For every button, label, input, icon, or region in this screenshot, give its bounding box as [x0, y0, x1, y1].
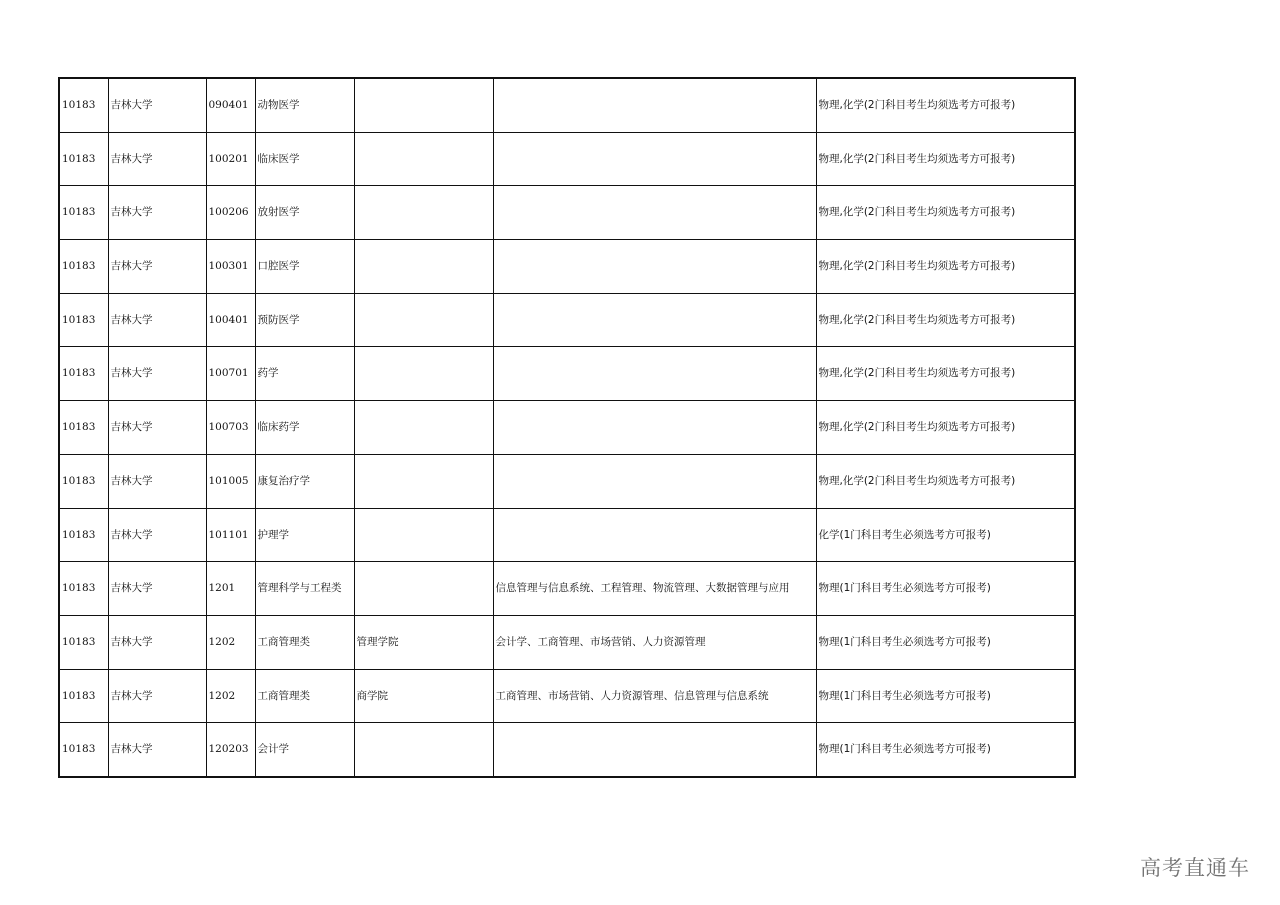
- college-cell: 商学院: [354, 669, 493, 723]
- subject-requirement-cell: 物理(1门科目考生必须选考方可报考): [816, 669, 1075, 723]
- major-code-cell: 100206: [206, 186, 255, 240]
- included-majors-cell: [493, 401, 816, 455]
- school-name-cell: 吉林大学: [108, 401, 206, 455]
- college-cell: [354, 240, 493, 294]
- subject-requirement-cell: 物理,化学(2门科目考生均须选考方可报考): [816, 240, 1075, 294]
- subject-requirement-cell: 物理,化学(2门科目考生均须选考方可报考): [816, 347, 1075, 401]
- table-row: [59, 186, 1075, 240]
- table-row: [59, 723, 1075, 777]
- school-code-cell: 10183: [59, 669, 108, 723]
- included-majors-cell: [493, 454, 816, 508]
- major-code-cell: 100703: [206, 401, 255, 455]
- subject-requirements-table: [58, 77, 1076, 778]
- major-name-cell: 护理学: [255, 508, 354, 562]
- major-name-cell: 预防医学: [255, 293, 354, 347]
- subject-requirement-cell: 物理,化学(2门科目考生均须选考方可报考): [816, 132, 1075, 186]
- college-cell: [354, 78, 493, 132]
- included-majors-cell: [493, 508, 816, 562]
- table-row: [59, 401, 1075, 455]
- school-code-cell: 10183: [59, 132, 108, 186]
- watermark-text: 高考直通车: [1140, 856, 1250, 880]
- school-name-cell: 吉林大学: [108, 78, 206, 132]
- school-name-cell: 吉林大学: [108, 562, 206, 616]
- included-majors-cell: [493, 293, 816, 347]
- school-name-cell: 吉林大学: [108, 240, 206, 294]
- major-code-cell: 100301: [206, 240, 255, 294]
- included-majors-cell: [493, 78, 816, 132]
- major-name-cell: 临床药学: [255, 401, 354, 455]
- school-name-cell: 吉林大学: [108, 723, 206, 777]
- major-code-cell: 1202: [206, 615, 255, 669]
- major-name-cell: 临床医学: [255, 132, 354, 186]
- college-cell: [354, 186, 493, 240]
- school-code-cell: 10183: [59, 347, 108, 401]
- table-row: [59, 240, 1075, 294]
- major-name-cell: 动物医学: [255, 78, 354, 132]
- school-name-cell: 吉林大学: [108, 132, 206, 186]
- major-code-cell: 090401: [206, 78, 255, 132]
- college-cell: [354, 454, 493, 508]
- school-code-cell: 10183: [59, 240, 108, 294]
- school-code-cell: 10183: [59, 293, 108, 347]
- table-row: [59, 508, 1075, 562]
- major-name-cell: 口腔医学: [255, 240, 354, 294]
- subject-requirement-cell: 物理(1门科目考生必须选考方可报考): [816, 615, 1075, 669]
- school-code-cell: 10183: [59, 454, 108, 508]
- subject-requirement-cell: 物理,化学(2门科目考生均须选考方可报考): [816, 78, 1075, 132]
- school-code-cell: 10183: [59, 401, 108, 455]
- school-name-cell: 吉林大学: [108, 347, 206, 401]
- major-name-cell: 会计学: [255, 723, 354, 777]
- college-cell: [354, 347, 493, 401]
- school-code-cell: 10183: [59, 186, 108, 240]
- major-code-cell: 100701: [206, 347, 255, 401]
- included-majors-cell: 会计学、工商管理、市场营销、人力资源管理: [493, 615, 816, 669]
- major-name-cell: 工商管理类: [255, 615, 354, 669]
- major-code-cell: 1201: [206, 562, 255, 616]
- school-code-cell: 10183: [59, 615, 108, 669]
- school-code-cell: 10183: [59, 508, 108, 562]
- table-row: [59, 454, 1075, 508]
- major-code-cell: 101005: [206, 454, 255, 508]
- college-cell: [354, 293, 493, 347]
- table-row: [59, 669, 1075, 723]
- subject-requirement-cell: 物理,化学(2门科目考生均须选考方可报考): [816, 293, 1075, 347]
- table-row: [59, 132, 1075, 186]
- school-name-cell: 吉林大学: [108, 615, 206, 669]
- major-code-cell: 101101: [206, 508, 255, 562]
- school-code-cell: 10183: [59, 723, 108, 777]
- college-cell: [354, 562, 493, 616]
- school-name-cell: 吉林大学: [108, 293, 206, 347]
- major-name-cell: 工商管理类: [255, 669, 354, 723]
- major-name-cell: 康复治疗学: [255, 454, 354, 508]
- subject-requirement-cell: 物理,化学(2门科目考生均须选考方可报考): [816, 454, 1075, 508]
- table-body: [59, 78, 1075, 777]
- included-majors-cell: [493, 723, 816, 777]
- table-row: [59, 78, 1075, 132]
- college-cell: [354, 723, 493, 777]
- school-code-cell: 10183: [59, 562, 108, 616]
- subject-requirement-cell: 物理(1门科目考生必须选考方可报考): [816, 723, 1075, 777]
- table-row: [59, 293, 1075, 347]
- major-code-cell: 100201: [206, 132, 255, 186]
- college-cell: [354, 132, 493, 186]
- subject-requirement-cell: 物理,化学(2门科目考生均须选考方可报考): [816, 401, 1075, 455]
- college-cell: 管理学院: [354, 615, 493, 669]
- subject-requirement-cell: 物理,化学(2门科目考生均须选考方可报考): [816, 186, 1075, 240]
- major-name-cell: 管理科学与工程类: [255, 562, 354, 616]
- included-majors-cell: 工商管理、市场营销、人力资源管理、信息管理与信息系统: [493, 669, 816, 723]
- college-cell: [354, 508, 493, 562]
- table-row: [59, 615, 1075, 669]
- school-name-cell: 吉林大学: [108, 186, 206, 240]
- major-name-cell: 放射医学: [255, 186, 354, 240]
- school-name-cell: 吉林大学: [108, 669, 206, 723]
- college-cell: [354, 401, 493, 455]
- major-code-cell: 100401: [206, 293, 255, 347]
- included-majors-cell: 信息管理与信息系统、工程管理、物流管理、大数据管理与应用: [493, 562, 816, 616]
- table-row: [59, 347, 1075, 401]
- major-code-cell: 1202: [206, 669, 255, 723]
- major-code-cell: 120203: [206, 723, 255, 777]
- school-name-cell: 吉林大学: [108, 508, 206, 562]
- included-majors-cell: [493, 347, 816, 401]
- included-majors-cell: [493, 132, 816, 186]
- included-majors-cell: [493, 240, 816, 294]
- school-name-cell: 吉林大学: [108, 454, 206, 508]
- included-majors-cell: [493, 186, 816, 240]
- major-name-cell: 药学: [255, 347, 354, 401]
- subject-requirement-cell: 物理(1门科目考生必须选考方可报考): [816, 562, 1075, 616]
- subject-requirement-cell: 化学(1门科目考生必须选考方可报考): [816, 508, 1075, 562]
- table-row: [59, 562, 1075, 616]
- school-code-cell: 10183: [59, 78, 108, 132]
